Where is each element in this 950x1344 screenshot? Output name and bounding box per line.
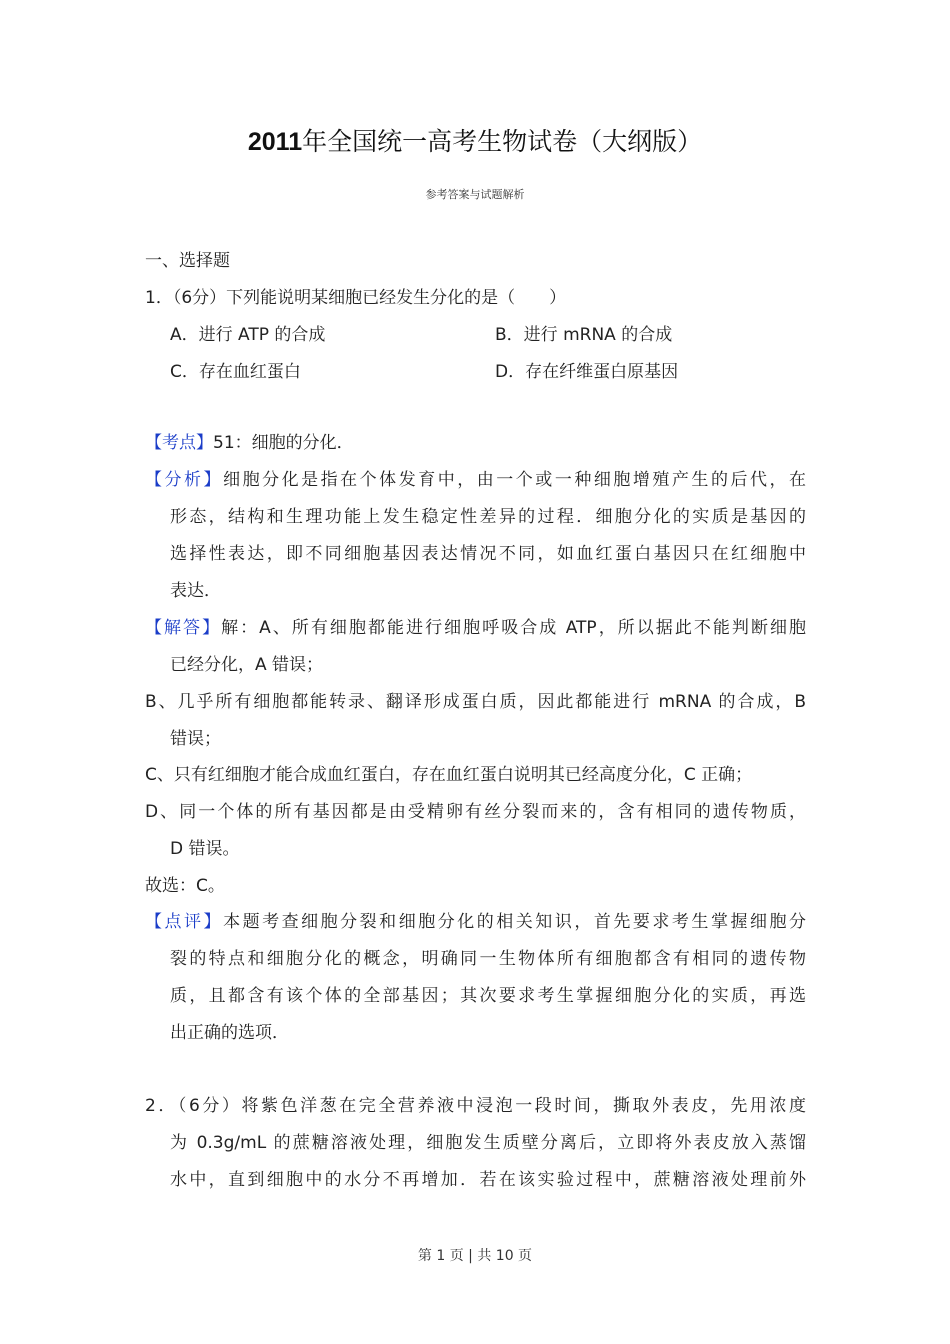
answer-line bbox=[170, 726, 221, 752]
answer-line bbox=[170, 836, 240, 862]
line-text: D 错误。 bbox=[170, 839, 240, 859]
answer-line bbox=[170, 504, 806, 530]
title-text: 年全国统一高考生物试卷（大纲版） bbox=[302, 127, 703, 156]
answer-line bbox=[170, 652, 323, 678]
section-heading: 一、选择题 bbox=[145, 251, 230, 271]
answer-line bbox=[145, 799, 806, 825]
section-tag: 【分析】 bbox=[145, 470, 224, 490]
answer-line bbox=[145, 430, 354, 456]
answer-line bbox=[170, 1020, 289, 1046]
line-text: D、同一个体的所有基因都是由受精卵有丝分裂而来的，含有相同的遗传物质， bbox=[145, 802, 806, 822]
title-year: 2011 bbox=[247, 128, 303, 156]
line-text: 为 0.3g/mL 的蔗糖溶液处理，细胞发生质壁分离后，立即将外表皮放入蒸馏 bbox=[170, 1133, 806, 1153]
section-tag: 【考点】 bbox=[145, 433, 213, 453]
question-2-line bbox=[170, 1167, 806, 1193]
answer-line bbox=[145, 615, 806, 641]
line-text: 细胞分化是指在个体发育中，由一个或一种细胞增殖产生的后代，在 bbox=[223, 470, 806, 490]
line-text: 表达． bbox=[170, 581, 221, 601]
question-1-stem: 1．（6分）下列能说明某细胞已经发生分化的是（ ） bbox=[145, 288, 567, 308]
line-text: 选择性表达，即不同细胞基因表达情况不同，如血红蛋白基因只在红细胞中 bbox=[170, 544, 806, 564]
line-text: 水中，直到细胞中的水分不再增加．若在该实验过程中，蔗糖溶液处理前外 bbox=[170, 1170, 806, 1190]
page-footer: 第 1 页 | 共 10 页 bbox=[417, 1248, 533, 1264]
line-text: 本题考查细胞分裂和细胞分化的相关知识，首先要求考生掌握细胞分 bbox=[223, 912, 806, 932]
answer-line bbox=[145, 873, 225, 899]
page-title bbox=[0, 122, 950, 158]
section-tag: 【点评】 bbox=[145, 912, 224, 932]
option-b: B．进行 mRNA 的合成 bbox=[495, 325, 673, 345]
answer-line bbox=[170, 541, 806, 567]
page-subtitle: 参考答案与试题解析 bbox=[425, 188, 525, 201]
line-text: B、几乎所有细胞都能转录、翻译形成蛋白质，因此都能进行 mRNA 的合成，B bbox=[145, 692, 806, 712]
line-text: 已经分化，A 错误； bbox=[170, 655, 324, 675]
answer-line bbox=[170, 946, 806, 972]
answer-line bbox=[145, 762, 752, 788]
answer-line bbox=[145, 689, 806, 715]
line-text: 解：A、所有细胞都能进行细胞呼吸合成 ATP，所以据此不能判断细胞 bbox=[221, 618, 806, 638]
option-d: D．存在纤维蛋白原基因 bbox=[495, 362, 679, 382]
line-text: 错误； bbox=[170, 729, 221, 749]
question-2-line bbox=[170, 1130, 806, 1156]
answer-line bbox=[170, 578, 221, 604]
question-2-line bbox=[145, 1093, 806, 1119]
line-text: 51：细胞的分化． bbox=[213, 433, 354, 453]
line-text: 裂的特点和细胞分化的概念，明确同一生物体所有细胞都含有相同的遗传物 bbox=[170, 949, 806, 969]
answer-line bbox=[145, 909, 806, 935]
option-a: A．进行 ATP 的合成 bbox=[170, 325, 326, 345]
option-c: C．存在血红蛋白 bbox=[170, 362, 301, 382]
line-text: 出正确的选项． bbox=[170, 1023, 289, 1043]
line-text: 2．（6分）将紫色洋葱在完全营养液中浸泡一段时间，撕取外表皮，先用浓度 bbox=[145, 1096, 806, 1116]
answer-line bbox=[145, 467, 806, 493]
line-text: C、只有红细胞才能合成血红蛋白，存在血红蛋白说明其已经高度分化，C 正确； bbox=[145, 765, 753, 785]
line-text: 故选：C。 bbox=[145, 876, 225, 896]
answer-line bbox=[170, 983, 806, 1009]
section-tag: 【解答】 bbox=[145, 618, 222, 638]
line-text: 质，且都含有该个体的全部基因；其次要求考生掌握细胞分化的实质，再选 bbox=[170, 986, 806, 1006]
line-text: 形态，结构和生理功能上发生稳定性差异的过程．细胞分化的实质是基因的 bbox=[170, 507, 806, 527]
